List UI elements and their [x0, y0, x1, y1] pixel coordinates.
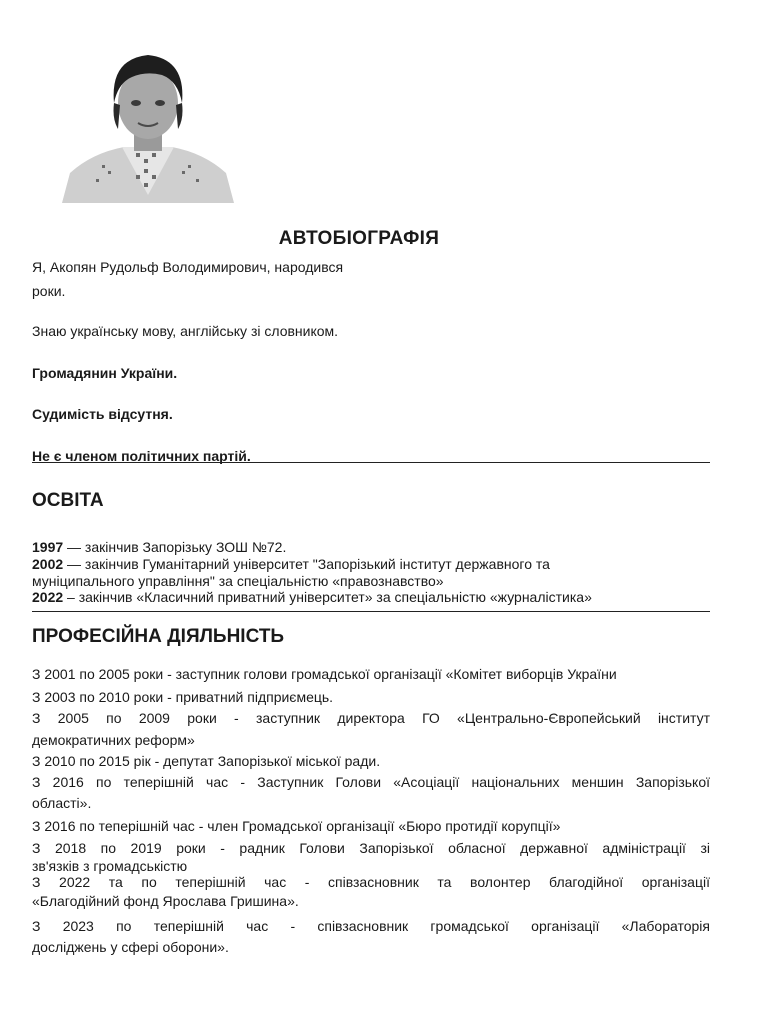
- education-year: 2002: [32, 556, 64, 572]
- education-item: [32, 539, 286, 556]
- professional-item: демократичних реформ»: [32, 732, 195, 748]
- education-text: муніципального управління" за спеціальністю «правознавство»: [32, 573, 444, 589]
- divider-rule: [32, 611, 710, 612]
- education-heading: ОСВІТА: [32, 490, 104, 511]
- education-item: [32, 589, 592, 606]
- professional-item: області».: [32, 795, 92, 811]
- professional-item: З 2016 по теперішній час - член Громадської організації «Бюро протидії корупції»: [32, 818, 561, 834]
- intro-birth-line: роки.: [32, 283, 66, 299]
- education-item: [32, 573, 444, 590]
- professional-item: З 2005 по 2009 роки - заступник директора ГО «Центрально-Європейський інститут: [32, 710, 710, 726]
- document-title: АВТОБІОГРАФІЯ: [278, 228, 440, 249]
- professional-item: З 2022 та по теперішній час - співзасновник та волонтер благодійної організації: [32, 874, 710, 890]
- professional-item: З 2001 по 2005 роки - заступник голови громадської організації «Комітет виборців України: [32, 666, 617, 682]
- citizenship-statement: Громадянин України.: [32, 365, 178, 381]
- professional-item: З 2003 по 2010 роки - приватний підприємець.: [32, 689, 334, 705]
- professional-item: «Благодійний фонд Ярослава Гришина».: [32, 893, 299, 909]
- professional-item: досліджень у сфері оборони».: [32, 939, 229, 955]
- professional-item: зв'язків з громадськістю: [32, 858, 188, 874]
- professional-item: З 2023 по теперішній час - співзасновник громадської організації «Лабораторія: [32, 918, 710, 934]
- education-text: — закінчив Гуманітарний університет "Запорізький інститут державного та: [63, 556, 550, 572]
- criminal-record-statement: Судимість відсутня.: [32, 406, 173, 422]
- education-item: [32, 556, 550, 573]
- language-statement: Знаю українську мову, англійську зі словником.: [32, 323, 339, 339]
- divider-rule: [32, 462, 710, 463]
- professional-item: З 2018 по 2019 роки - радник Голови Запорізької обласної державної адміністрації зі: [32, 840, 710, 856]
- professional-item: З 2010 по 2015 рік - депутат Запорізької міської ради.: [32, 753, 381, 769]
- education-year: 2022: [32, 589, 64, 605]
- education-text: – закінчив «Класичний приватний університет» за спеціальністю «журналістика»: [63, 589, 592, 605]
- professional-heading: ПРОФЕСІЙНА ДІЯЛЬНІСТЬ: [32, 626, 285, 647]
- professional-item: З 2016 по теперішній час - Заступник Голови «Асоціації національних меншин Запорізької: [32, 774, 710, 790]
- party-statement: Не є членом політичних партій.: [32, 448, 251, 464]
- portrait-photo: [62, 45, 234, 203]
- education-year: 1997: [32, 539, 64, 555]
- intro-name-line: Я, Акопян Рудольф Володимирович, народився: [32, 259, 344, 275]
- education-text: — закінчив Запорізьку ЗОШ №72.: [63, 539, 287, 555]
